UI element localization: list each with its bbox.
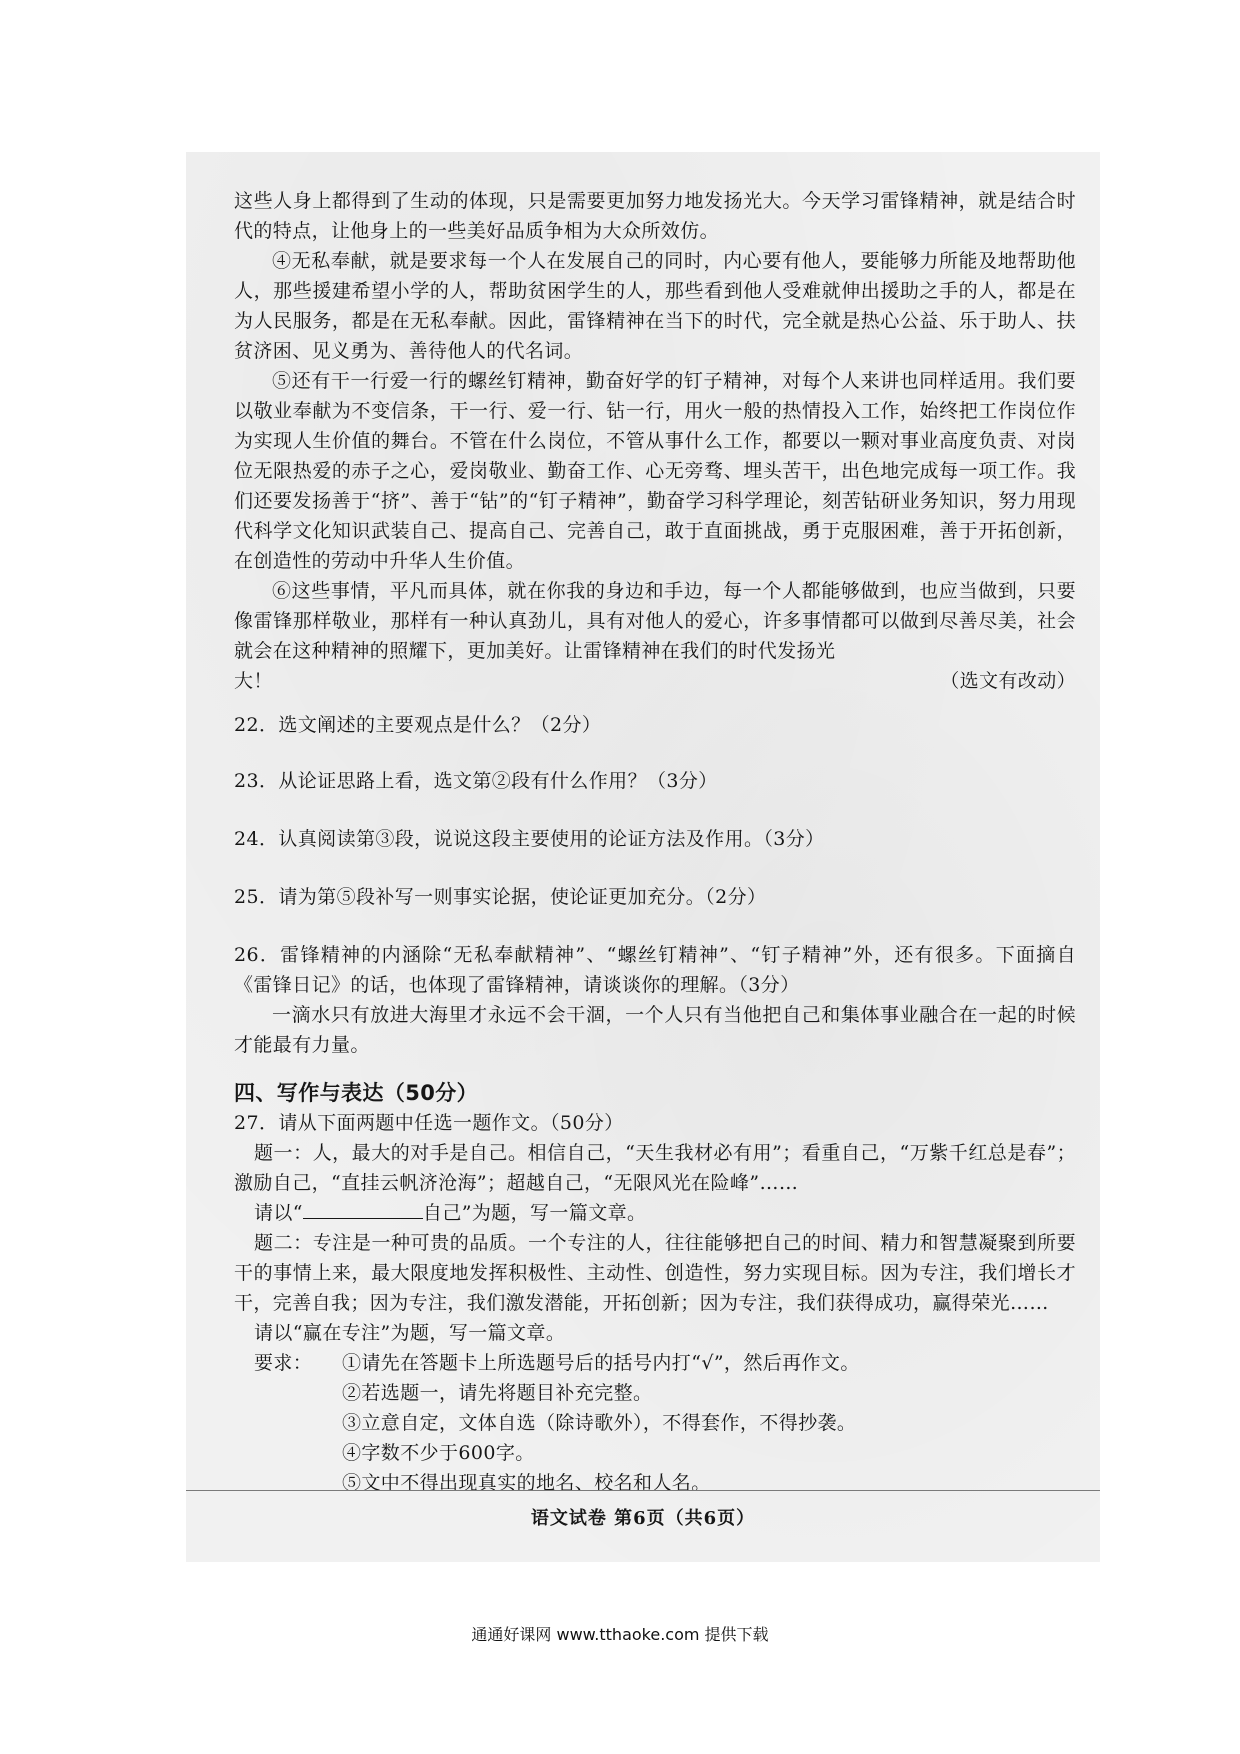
question-22: 22．选文阐述的主要观点是什么？（2分）: [234, 714, 602, 736]
topic-2: 题二：专注是一种可贵的品质。一个专注的人，往往能够把自己的时间、精力和智慧凝聚到所要干的事情上来，最大限度地发挥积极性、主动性、创造性，努力实现目标。因为专注，我们增长才干，完善自我；因为专注，我们激发潜能，开拓创新；因为专注，我们获得成功，赢得荣光……: [234, 1232, 1076, 1314]
paragraph-5: ⑤还有干一行爱一行的螺丝钉精神，勤奋好学的钉子精神，对每个人来讲也同样适用。我们要以敬业奉献为不变信条，干一行、爱一行、钻一行，用火一般的热情投入工作，始终把工作岗位作为实现人生价值的舞台。不管在什么岗位，不管从事什么工作，都要以一颗对事业高度负责、对岗位无限热爱的赤子之心，爱岗敬业、勤奋工作、心无旁骛、埋头苦干，出色地完成每一项工作。我们还要发扬善于“挤”、善于“钻”的“钉子精神”，勤奋学习科学理论，刻苦钻研业务知识，努力用现代科学文化知识武装自己、提高自己、完善自己，敢于直面挑战，勇于克服困难，善于开拓创新，在创造性的劳动中升华人生价值。: [234, 370, 1076, 572]
requirements: [234, 1348, 1076, 1498]
paragraph-6: ⑥这些事情，平凡而具体，就在你我的身边和手边，每一个人都能够做到，也应当做到，只要像雷锋那样敬业，那样有一种认真劲儿，具有对他人的爱心，许多事情都可以做到尽善尽美，社会就会在这种精神的照耀下，更加美好。让雷锋精神在我们的时代发扬光: [234, 580, 1076, 662]
requirements-list: [342, 1348, 1076, 1498]
question-25: 25．请为第⑤段补写一则事实论据，使论证更加充分。（2分）: [234, 886, 767, 908]
topic-1-prompt: [234, 1198, 1076, 1228]
question-23: 23．从论证思路上看，选文第②段有什么作用？（3分）: [234, 770, 718, 792]
paragraph-4: ④无私奉献，就是要求每一个人在发展自己的同时，内心要有他人，要能够力所能及地帮助他人，那些援建希望小学的人，帮助贫困学生的人，那些看到他人受难就伸出援助之手的人，都是在为人民服务，都是在无私奉献。因此，雷锋精神在当下的时代，完全就是热心公益、乐于助人、扶贫济困、见义勇为、善待他人的代名词。: [234, 250, 1076, 362]
page-body: [234, 186, 1076, 1498]
source-note: （选文有改动）: [940, 670, 1076, 692]
question-26-quote: 一滴水只有放进大海里才永远不会干涸，一个人只有当他把自己和集体事业融合在一起的时候才能最有力量。: [234, 1004, 1076, 1056]
page-number-footer: 语文试卷 第6页（共6页）: [530, 1508, 756, 1529]
scanned-exam-page: [186, 152, 1100, 1562]
requirement-item: ④字数不少于600字。: [342, 1442, 535, 1464]
requirement-item: ②若选题一，请先将题目补充完整。: [342, 1382, 653, 1404]
topic-2-prompt: 请以“赢在专注”为题，写一篇文章。: [254, 1322, 566, 1344]
topic-1-blank: [303, 1200, 423, 1219]
requirement-item: ③立意自定，文体自选（除诗歌外），不得套作，不得抄袭。: [342, 1412, 857, 1434]
topic-1-prompt-post: 自己”为题，写一篇文章。: [422, 1202, 647, 1224]
question-27: 27．请从下面两题中任选一题作文。（50分）: [234, 1112, 624, 1134]
topic-1: 题一：人，最大的对手是自己。相信自己，“天生我材必有用”；看重自己，“万紫千红总是春”；激励自己，“直挂云帆济沧海”；超越自己，“无限风光在险峰”……: [234, 1142, 1076, 1194]
requirements-label: 要求：: [254, 1352, 313, 1374]
question-24: 24．认真阅读第③段，说说这段主要使用的论证方法及作用。（3分）: [234, 828, 825, 850]
question-26: 26．雷锋精神的内涵除“无私奉献精神”、“螺丝钉精神”、“钉子精神”外，还有很多。下面摘自《雷锋日记》的话，也体现了雷锋精神，请谈谈你的理解。（3分）: [234, 944, 1076, 996]
paragraph-6-end-line: [234, 666, 1076, 696]
paragraph-continued: 这些人身上都得到了生动的体现，只是需要更加努力地发扬光大。今天学习雷锋精神，就是结合时代的特点，让他身上的一些美好品质争相为大众所效仿。: [234, 190, 1076, 242]
topic-1-prompt-pre: 请以“: [254, 1202, 303, 1224]
paragraph-6-end: 大！: [234, 670, 273, 692]
download-note: 通通好课网 www.tthaoke.com 提供下载: [471, 1625, 769, 1644]
section-title-writing: 四、写作与表达（50分）: [234, 1081, 479, 1105]
requirement-item: ⑤文中不得出现真实的地名、校名和人名。: [342, 1472, 711, 1494]
requirement-item: ①请先在答题卡上所选题号后的括号内打“√”，然后再作文。: [342, 1352, 860, 1374]
footer-divider: [186, 1490, 1100, 1491]
